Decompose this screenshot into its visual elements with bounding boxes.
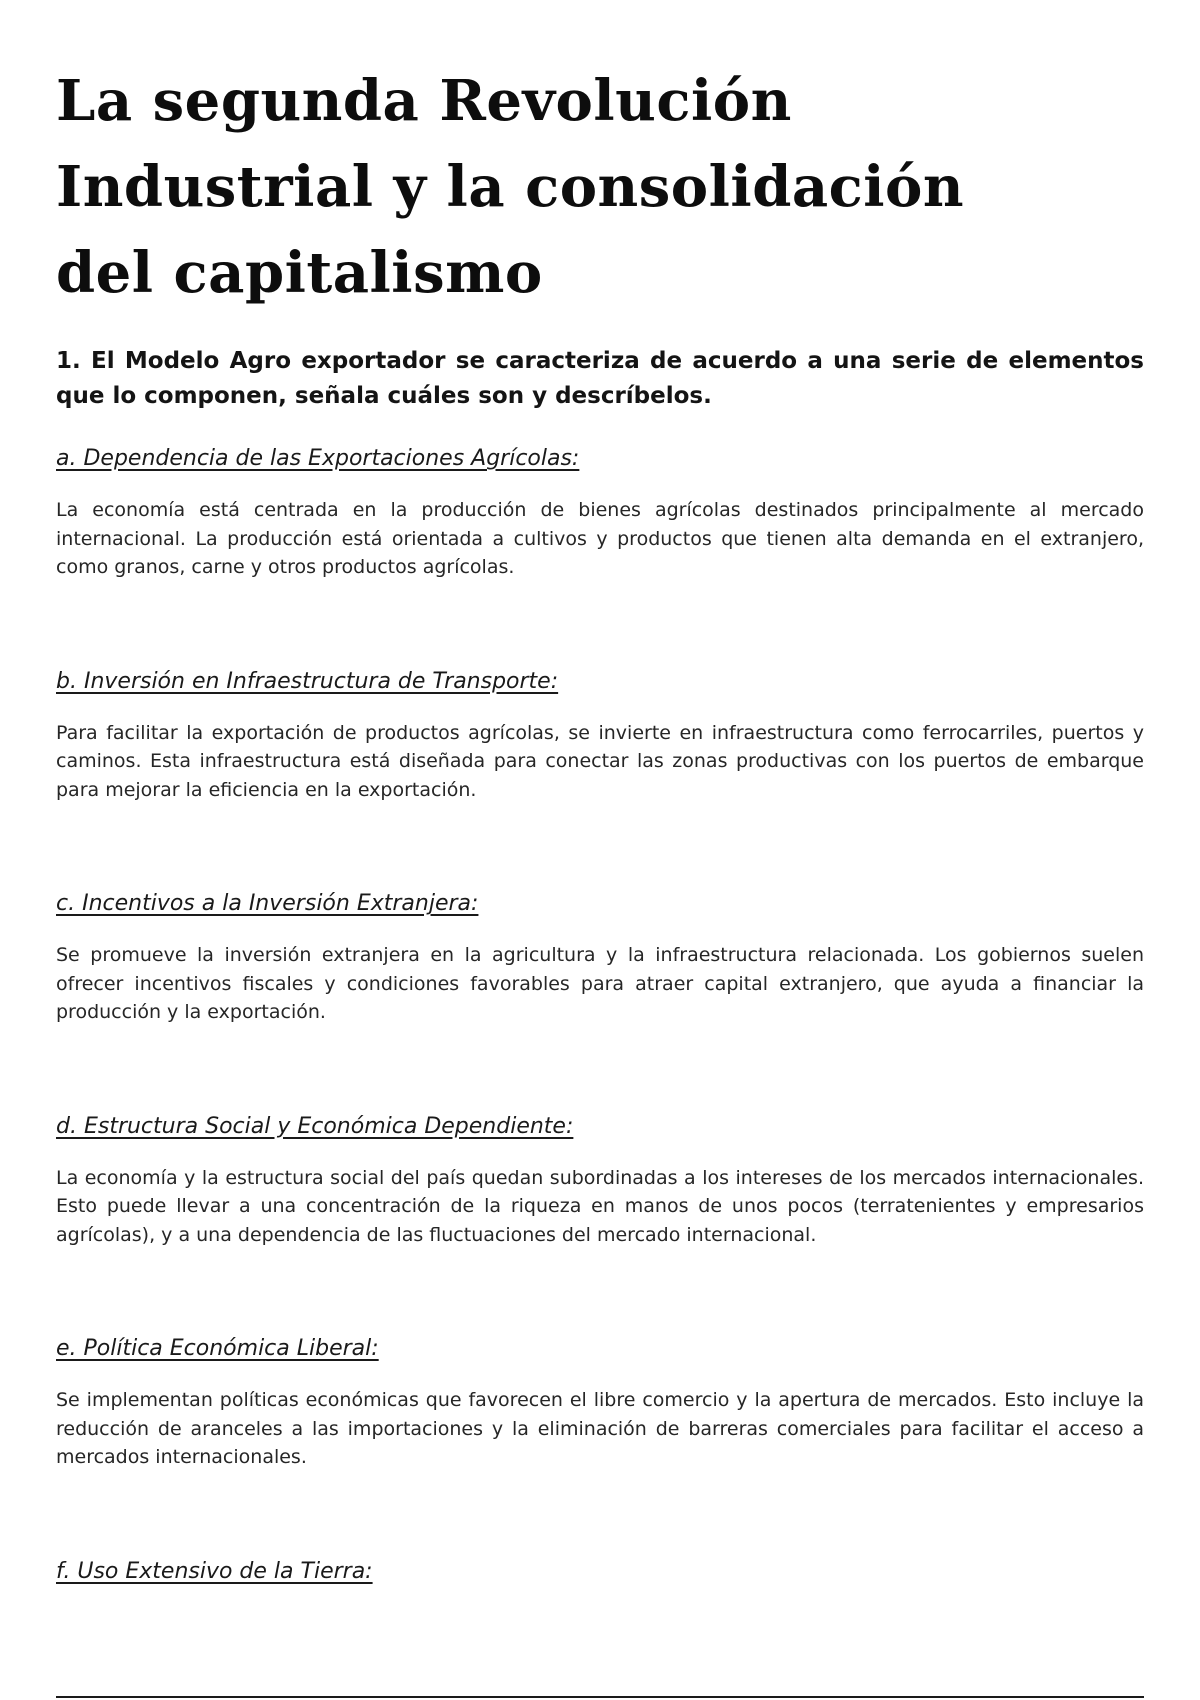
document-title — [56, 58, 1144, 316]
section-body: Para facilitar la exportación de productos agrícolas, se invierte en infraestructura como ferrocarriles, puertos y caminos. Esta infraestructura está diseñada para conectar las zonas productivas con los puertos de embarque para mejorar la eficiencia en la exportación. — [56, 721, 1144, 801]
section-b — [56, 667, 1144, 805]
title-line-2: Industrial y la consolidación — [56, 154, 965, 220]
section-heading: f. Uso Extensivo de la Tierra: — [56, 1558, 373, 1584]
section-d — [56, 1112, 1144, 1250]
section-body: La economía está centrada en la producción de bienes agrícolas destinados principalmente al mercado internacional. La producción está orientada a cultivos y productos que tienen alta demanda en el extranjero, como granos, carne y otros productos agrícolas. — [56, 499, 1144, 578]
section-c — [56, 889, 1144, 1027]
document-page — [56, 58, 1144, 1587]
section-e — [56, 1334, 1144, 1472]
title-line-1: La segunda Revolución — [56, 68, 792, 134]
section-heading: a. Dependencia de las Exportaciones Agrícolas: — [56, 446, 580, 471]
question-text: 1. El Modelo Agro exportador se caracteriza de acuerdo a una serie de elementos que lo componen, señala cuáles son y descríbelos. — [56, 348, 1144, 409]
answer-line-divider — [56, 1696, 1144, 1698]
section-heading: c. Incentivos a la Inversión Extranjera: — [56, 891, 479, 916]
section-a — [56, 444, 1144, 582]
section-heading: e. Política Económica Liberal: — [56, 1336, 379, 1361]
section-heading: d. Estructura Social y Económica Dependiente: — [56, 1113, 574, 1139]
section-body: Se implementan políticas económicas que favorecen el libre comercio y la apertura de mercados. Esto incluye la reducción de aranceles a las importaciones y la eliminación de barreras comerciales para facilitar el acceso a mercados internacionales. — [56, 1389, 1144, 1468]
section-f — [56, 1557, 1144, 1587]
title-line-3: del capitalismo — [56, 240, 543, 306]
section-heading: b. Inversión en Infraestructura de Transporte: — [56, 668, 559, 694]
section-body: Se promueve la inversión extranjera en la agricultura y la infraestructura relacionada. Los gobiernos suelen ofrecer incentivos fiscales y condiciones favorables para atraer capital extranjero, que ayuda a financiar la producción y la exportación. — [56, 944, 1144, 1023]
section-body: La economía y la estructura social del país quedan subordinadas a los intereses de los mercados internacionales. Esto puede llevar a una concentración de la riqueza en manos de unos pocos (terratenientes y empresarios agrícolas), y a una dependencia de las fluctuaciones del mercado internacional. — [56, 1166, 1144, 1246]
